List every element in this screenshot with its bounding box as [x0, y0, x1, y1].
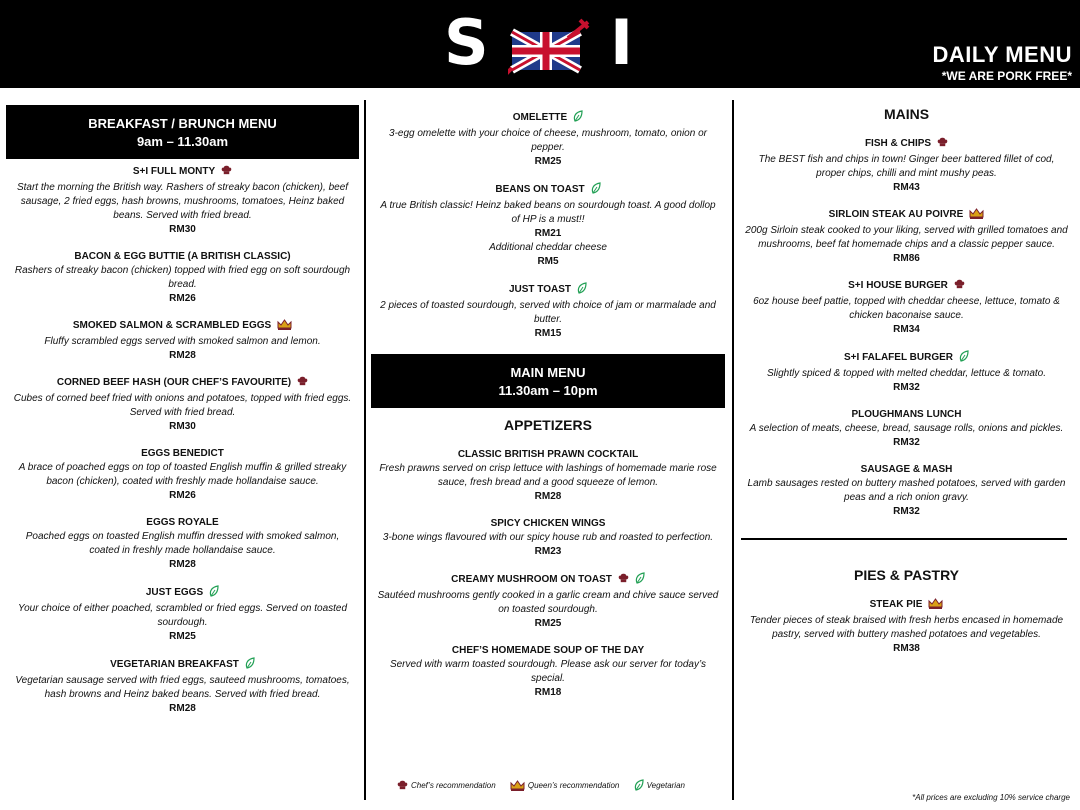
pies-heading: PIES & PASTRY: [853, 567, 960, 583]
appetizers-heading: APPETIZERS: [504, 417, 592, 433]
legend-queen: [510, 779, 619, 793]
menu-item: [371, 572, 725, 631]
item-name: SAUSAGE & MASH: [860, 464, 953, 475]
item-price: RM28: [169, 559, 196, 570]
chef-hat-icon: [221, 165, 232, 176]
item-name: PLOUGHMANS LUNCH: [851, 409, 962, 420]
menu-item: [371, 448, 725, 504]
leaf-icon: [577, 282, 587, 294]
item-description: The BEST fish and chips in town! Ginger beer battered fillet of cod, proper chips, chilli and mint mushy peas.: [758, 154, 1055, 179]
badge: [635, 572, 645, 589]
item-price: RM30: [169, 421, 196, 432]
chef-hat-icon: [618, 573, 629, 584]
item-description: 3-bone wings flavoured with our spicy house rub and roasted to perfection.: [382, 532, 714, 543]
item-name: CREAMY MUSHROOM ON TOAST: [371, 572, 725, 589]
item-price: RM32: [893, 382, 920, 393]
badge: [954, 279, 965, 295]
item-description: Your choice of either poached, scrambled or fried eggs. Served on toasted sourdough.: [17, 603, 348, 628]
logo-letter-s: S: [444, 6, 489, 79]
item-description: 2 pieces of toasted sourdough, served with choice of jam or marmalade and butter.: [380, 300, 716, 325]
item-extra-description: Additional cheddar cheese: [489, 242, 607, 253]
menu-item: [6, 250, 359, 306]
item-price: RM28: [169, 350, 196, 361]
menu-item: [371, 182, 725, 269]
menu-item: [6, 376, 359, 434]
badge: [297, 376, 308, 392]
menu-item: [739, 463, 1074, 519]
item-name: S+I FALAFEL BURGER: [739, 350, 1074, 367]
crown-icon: [928, 598, 943, 609]
crown-icon: [277, 319, 292, 330]
badge: [573, 110, 583, 127]
column-divider-left: [364, 100, 366, 800]
menu-item: [739, 598, 1074, 656]
legend-queen-label: Queen’s recommendation: [527, 781, 620, 790]
item-price: RM32: [893, 506, 920, 517]
item-description: Fresh prawns served on crisp lettuce with lashings of homemade marie rose sauce, fresh bread and a good squeeze of lemon.: [379, 463, 717, 488]
leaf-icon: [959, 350, 969, 362]
item-description: Start the morning the British way. Rashers of streaky bacon (chicken), beef sausage, 2 fried eggs, hash browns, mushrooms, tomatoes, Heinz baked beans. Served with fried bread.: [16, 182, 349, 221]
item-description: Slightly spiced & topped with melted cheddar, lettuce & tomato.: [766, 368, 1047, 379]
leaf-icon: [635, 572, 645, 584]
item-name: CHEF’S HOMEMADE SOUP OF THE DAY: [451, 645, 645, 656]
badge: [209, 585, 219, 602]
appetizers-item-list: [371, 448, 725, 700]
item-name: FISH & CHIPS: [739, 137, 1074, 153]
item-name: SIRLOIN STEAK AU POIVRE: [739, 208, 1074, 224]
breakfast-banner-title: BREAKFAST / BRUNCH MENU: [88, 116, 277, 131]
menu-item: [371, 110, 725, 169]
breakfast-column: [6, 100, 359, 729]
daily-menu-heading: [933, 42, 1072, 84]
badge: [221, 165, 232, 181]
light-bites-list: [371, 100, 725, 341]
badge: [928, 598, 943, 614]
item-name: S+I HOUSE BURGER: [739, 279, 1074, 295]
item-name: S+I FULL MONTY: [6, 165, 359, 181]
item-price: RM26: [169, 293, 196, 304]
item-name: OMELETTE: [371, 110, 725, 127]
column-divider-right: [732, 100, 734, 800]
page-title: DAILY MENU: [932, 42, 1072, 67]
item-price: RM30: [169, 224, 196, 235]
legend-veg-label: Vegetarian: [646, 781, 685, 790]
menu-item: [371, 282, 725, 341]
menu-item: [739, 279, 1074, 337]
page-subtitle: *WE ARE PORK FREE*: [941, 69, 1072, 83]
badge: [577, 282, 587, 299]
menu-item: [6, 516, 359, 572]
leaf-icon: [634, 779, 644, 791]
breakfast-item-list: [6, 165, 359, 716]
section-divider: [741, 538, 1067, 540]
item-price: RM25: [169, 631, 196, 642]
badge: [959, 350, 969, 367]
item-price: RM21: [534, 228, 562, 239]
chef-hat-icon: [954, 279, 965, 290]
item-price: RM23: [534, 546, 562, 557]
chef-hat-icon: [937, 137, 948, 148]
badge: [618, 573, 629, 589]
leaf-icon: [209, 585, 219, 597]
item-extra-price: RM5: [537, 256, 559, 267]
item-name: STEAK PIE: [739, 598, 1074, 614]
menu-item: [371, 644, 725, 700]
item-name: EGGS BENEDICT: [141, 448, 224, 459]
legend-chef-label: Chef’s recommendation: [411, 781, 496, 790]
item-description: Fluffy scrambled eggs served with smoked salmon and lemon.: [44, 336, 321, 347]
item-price: RM25: [534, 156, 562, 167]
item-description: Served with warm toasted sourdough. Please ask our server for today’s special.: [389, 659, 707, 684]
legend-veg: [634, 779, 685, 793]
crown-icon: [510, 780, 525, 791]
item-price: RM26: [169, 490, 196, 501]
item-price: RM86: [893, 253, 920, 264]
pies-item-list: [739, 598, 1074, 656]
item-name: CLASSIC BRITISH PRAWN COCKTAIL: [457, 449, 639, 460]
service-charge-note: *All prices are excluding 10% service charge: [912, 793, 1070, 802]
breakfast-banner: [6, 105, 359, 159]
item-description: Cubes of corned beef fried with onions and potatoes, topped with fried eggs. Served with fried bread.: [13, 393, 352, 418]
leaf-icon: [573, 110, 583, 122]
badge: [591, 182, 601, 199]
mains-item-list: [739, 137, 1074, 519]
crown-icon: [969, 208, 984, 219]
item-name: VEGETARIAN BREAKFAST: [6, 657, 359, 674]
item-description: A brace of poached eggs on top of toasted English muffin & grilled streaky bacon (chicken), coated with freshly made hollandaise sauce.: [18, 462, 347, 487]
restaurant-logo: [440, 8, 640, 80]
leaf-icon: [591, 182, 601, 194]
menu-item: [6, 657, 359, 716]
item-name: JUST EGGS: [6, 585, 359, 602]
badge: [969, 208, 984, 224]
item-price: RM34: [893, 324, 920, 335]
item-description: Poached eggs on toasted English muffin dressed with smoked salmon, coated in freshly made hollandaise sauce.: [25, 531, 340, 556]
item-price: RM32: [893, 437, 920, 448]
menu-item: [6, 447, 359, 503]
menu-item: [371, 517, 725, 559]
leaf-icon: [245, 657, 255, 669]
breakfast-banner-hours: 9am – 11.30am: [136, 134, 229, 149]
logo-letter-i: I: [610, 6, 634, 79]
item-name: SMOKED SALMON & SCRAMBLED EGGS: [6, 319, 359, 335]
badge: [277, 319, 292, 335]
menu-item: [739, 137, 1074, 195]
item-description: A true British classic! Heinz baked beans on sourdough toast. A good dollop of HP is a must!!: [380, 200, 716, 225]
item-price: RM25: [534, 618, 562, 629]
item-description: 6oz house beef pattie, topped with cheddar cheese, lettuce, tomato & chicken baconaise sauce.: [753, 296, 1060, 321]
mains-heading: MAINS: [883, 106, 930, 122]
main-menu-banner-hours: 11.30am – 10pm: [498, 383, 598, 398]
item-description: Lamb sausages rested on buttery mashed potatoes, served with garden peas and a rich onion gravy.: [747, 478, 1066, 503]
item-description: A selection of meats, cheese, bread, sausage rolls, onions and pickles.: [749, 423, 1064, 434]
chef-hat-icon: [397, 780, 408, 791]
menu-item: [739, 350, 1074, 395]
menu-item: [739, 408, 1074, 450]
item-price: RM28: [169, 703, 196, 714]
middle-column: [371, 100, 725, 713]
item-name: CORNED BEEF HASH (OUR CHEF’S FAVOURITE): [6, 376, 359, 392]
badge: [245, 657, 255, 674]
menu-item: [739, 208, 1074, 266]
header-bar: [0, 0, 1080, 88]
item-description: Tender pieces of steak braised with fresh herbs encased in homemade pastry, served with buttery mashed potatoes and vegetables.: [749, 615, 1064, 640]
item-name: EGGS ROYALE: [146, 517, 219, 528]
menu-item: [6, 319, 359, 363]
item-name: JUST TOAST: [371, 282, 725, 299]
main-menu-banner: [371, 354, 725, 408]
item-description: 200g Sirloin steak cooked to your liking, served with grilled tomatoes and mushrooms, beef fat homemade chips and a classic pepper sauce.: [745, 225, 1068, 250]
legend: [397, 779, 697, 793]
item-description: 3-egg omelette with your choice of cheese, mushroom, tomato, onion or pepper.: [389, 128, 707, 153]
chef-hat-icon: [297, 376, 308, 387]
item-price: RM18: [534, 687, 562, 698]
badge: [937, 137, 948, 153]
item-name: SPICY CHICKEN WINGS: [490, 518, 606, 529]
item-description: Sautéed mushrooms gently cooked in a garlic cream and chive sauce served on toasted sourdough.: [377, 590, 719, 615]
item-price: RM28: [534, 491, 562, 502]
item-name: BEANS ON TOAST: [371, 182, 725, 199]
item-name: BACON & EGG BUTTIE (A BRITISH CLASSIC): [74, 251, 291, 262]
item-price: RM38: [893, 643, 920, 654]
item-description: Vegetarian sausage served with fried eggs, sauteed mushrooms, tomatoes, hash browns and Heinz baked beans. Served with fried bread.: [15, 675, 350, 700]
item-price: RM15: [534, 328, 562, 339]
menu-item: [6, 165, 359, 237]
menu-item: [6, 585, 359, 644]
union-jack-spatula-icon: [508, 18, 590, 76]
mains-column: [739, 100, 1074, 669]
item-price: RM43: [893, 182, 920, 193]
item-description: Rashers of streaky bacon (chicken) topped with fried egg on soft sourdough bread.: [14, 265, 351, 290]
main-menu-banner-title: MAIN MENU: [510, 365, 586, 380]
legend-chef: [397, 779, 496, 793]
